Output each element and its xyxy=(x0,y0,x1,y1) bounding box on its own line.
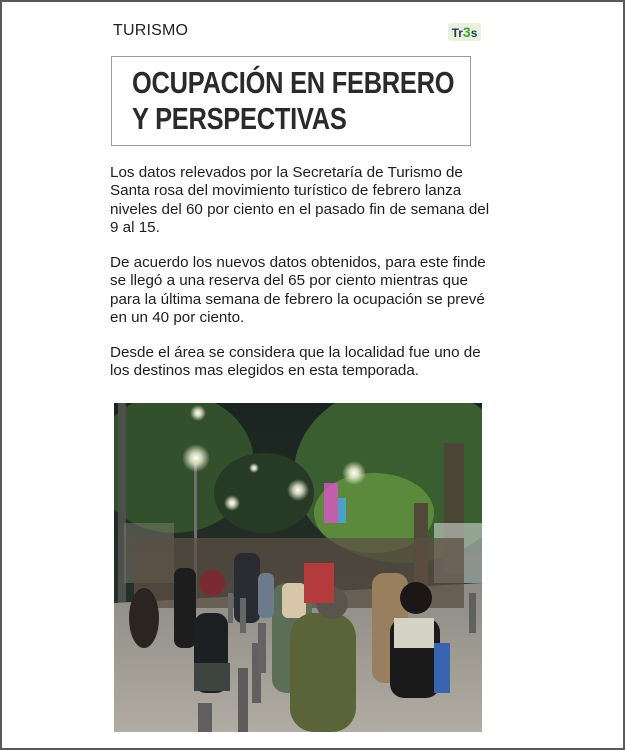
paragraph-2: De acuerdo los nuevos datos obtenidos, para este finde se llegó a una reserva del 65 por ciento mientras que para la última semana de febrero la ocupación se prevé en un 40 por ciento. xyxy=(110,254,486,326)
headline-line-1: OCUPACIÓN EN FEBRERO xyxy=(132,65,455,100)
logo-prefix: Tr xyxy=(451,26,463,40)
logo-accent: 3 xyxy=(462,24,471,40)
headline-line-2: Y PERSPECTIVAS xyxy=(132,101,347,136)
headline-box xyxy=(111,56,471,146)
section-label: TURISMO xyxy=(113,22,189,39)
logo-suffix: s xyxy=(470,26,478,40)
tr3s-logo xyxy=(448,23,481,41)
street-crowd-photo xyxy=(114,403,482,732)
paragraph-1: Los datos relevados por la Secretaría de Turismo de Santa rosa del movimiento turístico de febrero lanza niveles del 60 por ciento en el pasado fin de semana del 9 al 15. xyxy=(110,164,490,236)
paragraph-3: Desde el área se considera que la localidad fue uno de los destinos mas elegidos en esta temporada. xyxy=(110,344,481,380)
